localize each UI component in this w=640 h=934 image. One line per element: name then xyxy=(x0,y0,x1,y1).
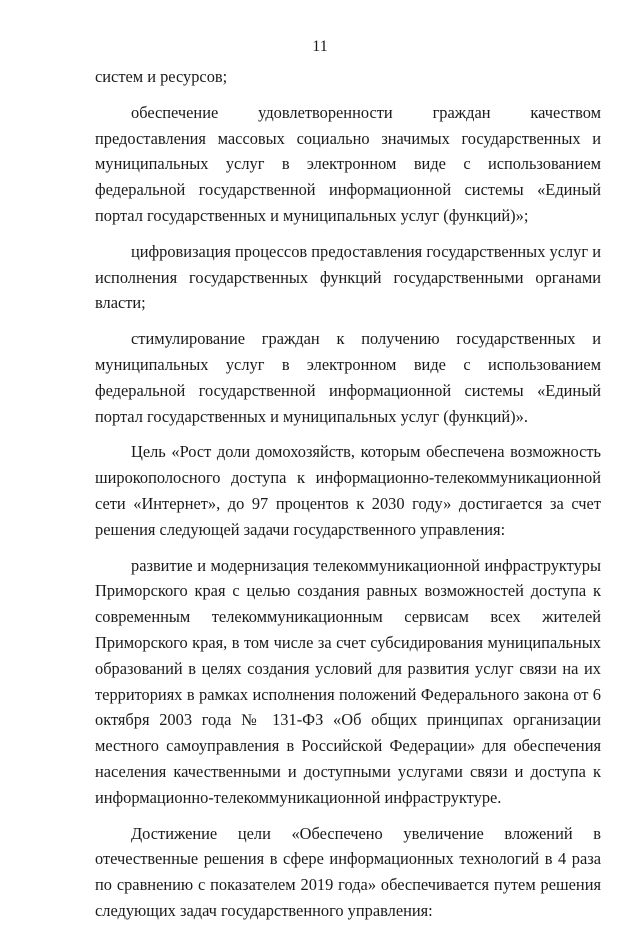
document-body xyxy=(95,64,601,934)
paragraph-continuation: систем и ресурсов; xyxy=(95,67,228,86)
paragraph-investment-goal: Достижение цели «Обеспечено увеличение вложений в отечественные решения в сфере информационных технологий в 4 раза по сравнению с показателем 2019 года» обеспечивается путем решения следующих задач государственного управления: xyxy=(95,823,601,920)
paragraph-portal-satisfaction: обеспечение удовлетворенности граждан качеством предоставления массовых социально значимых государственных и муниципальных услуг в электронном виде с использованием федеральной государственной информационной системы «Единый портал государственных и муниципальных услуг (функций)»; xyxy=(95,102,601,225)
paragraph-stimulation: стимулирование граждан к получению государственных и муниципальных услуг в электронном виде с использованием федеральной государственной информационной системы «Единый портал государственных и муниципальных услуг (функций)». xyxy=(95,329,601,426)
paragraph-digitalization: цифровизация процессов предоставления государственных услуг и исполнения государственных функций государственными органами власти; xyxy=(95,241,601,313)
page-number: 11 xyxy=(312,38,328,55)
paragraph-broadband-goal: Цель «Рост доли домохозяйств, которым обеспечена возможность широкополосного доступа к информационно-телекоммуникационной сети «Интернет», до 97 процентов к 2030 году» достигается за счет решения следующей задачи государственного управления: xyxy=(95,442,601,539)
paragraph-telecom-development: развитие и модернизация телекоммуникационной инфраструктуры Приморского края с целью создания равных возможностей доступа к современным телекоммуникационным сервисам всех жителей Приморского края, в том числе за счет субсидирования муниципальных образований в целях создания условий для развития услуг связи на их территориях в рамках исполнения положений Федерального закона от 6 октября 2003 года № 131-ФЗ «Об общих принципах организации местного самоуправления в Российской Федерации» для обеспечения населения качественными и доступными услугами связи и доступа к информационно-телекоммуникационной инфраструктуре. xyxy=(95,555,601,807)
